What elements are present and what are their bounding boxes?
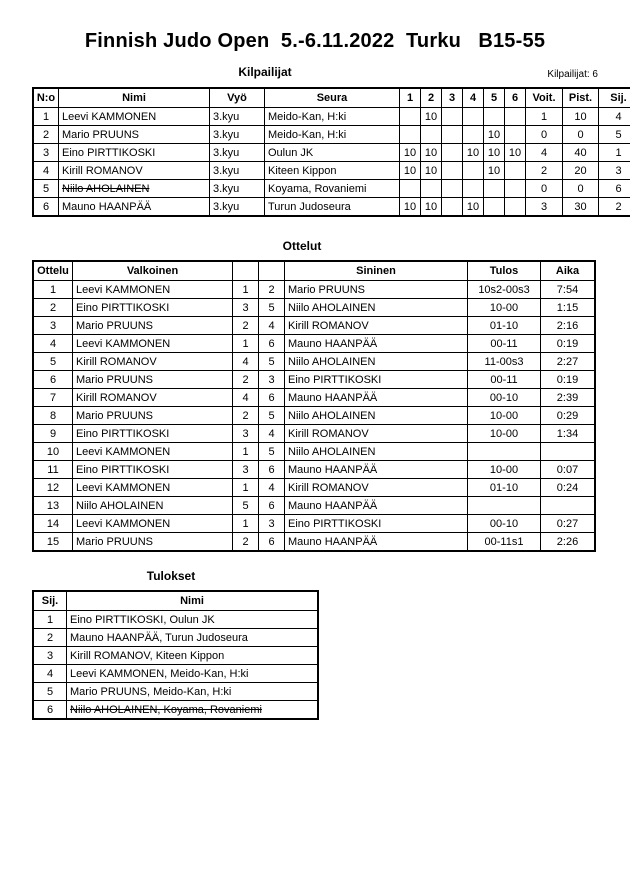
matches-cell-blue-name: Niilo AHOLAINEN [285, 443, 468, 461]
matches-cell-blue-name: Eino PIRTTIKOSKI [285, 371, 468, 389]
matches-table-body [33, 281, 595, 552]
competitors-cell-name: Eino PIRTTIKOSKI [59, 144, 210, 162]
matches-cell-result: 10-00 [468, 407, 541, 425]
competitors-cell-wins: 3 [526, 198, 563, 217]
matches-cell-white-name: Mario PRUUNS [73, 371, 233, 389]
matches-cell-blue-no: 4 [259, 479, 285, 497]
matches-cell-time: 2:16 [541, 317, 596, 335]
results-table-body [33, 611, 318, 720]
competitors-cell-place: 1 [599, 144, 630, 162]
matches-cell-result: 00-10 [468, 389, 541, 407]
competitors-cell-score-1 [400, 108, 421, 126]
competitors-header-wins: Voit. [526, 88, 563, 108]
matches-cell-blue-name: Kirill ROMANOV [285, 425, 468, 443]
matches-cell-result: 10-00 [468, 461, 541, 479]
matches-row [33, 353, 595, 371]
competitors-cell-club: Turun Judoseura [265, 198, 400, 217]
competitors-cell-score-5: 10 [484, 144, 505, 162]
matches-cell-match-no: 15 [33, 533, 73, 552]
matches-cell-time: 2:39 [541, 389, 596, 407]
matches-cell-white-no: 4 [233, 389, 259, 407]
matches-table [32, 260, 596, 552]
competitors-cell-score-2: 10 [421, 198, 442, 217]
competitors-cell-belt: 3.kyu [210, 144, 265, 162]
matches-cell-match-no: 3 [33, 317, 73, 335]
competitors-cell-score-3 [442, 144, 463, 162]
matches-cell-time: 0:19 [541, 335, 596, 353]
competitors-row [33, 198, 630, 217]
competitors-cell-wins: 4 [526, 144, 563, 162]
matches-cell-match-no: 10 [33, 443, 73, 461]
matches-cell-white-no: 2 [233, 533, 259, 552]
matches-cell-blue-no: 5 [259, 407, 285, 425]
matches-row [33, 461, 595, 479]
competitors-cell-score-2 [421, 180, 442, 198]
competitors-cell-name: Mauno HAANPÄÄ [59, 198, 210, 217]
competitors-cell-score-1 [400, 180, 421, 198]
competitors-header-score-5: 5 [484, 88, 505, 108]
matches-cell-match-no: 5 [33, 353, 73, 371]
results-cell-name: Niilo AHOLAINEN, Koyama, Rovaniemi [67, 701, 319, 720]
matches-cell-white-name: Leevi KAMMONEN [73, 479, 233, 497]
competitors-cell-score-6: 10 [505, 144, 526, 162]
matches-cell-white-no: 1 [233, 443, 259, 461]
matches-cell-blue-name: Eino PIRTTIKOSKI [285, 515, 468, 533]
competitors-cell-score-5 [484, 108, 505, 126]
matches-cell-blue-name: Mauno HAANPÄÄ [285, 533, 468, 552]
matches-row [33, 533, 595, 552]
matches-cell-time: 0:29 [541, 407, 596, 425]
competitors-cell-wins: 2 [526, 162, 563, 180]
competitors-cell-score-6 [505, 126, 526, 144]
competitors-cell-no: 5 [33, 180, 59, 198]
matches-table-head [33, 261, 595, 281]
competitors-cell-no: 1 [33, 108, 59, 126]
page-title: Finnish Judo Open 5.-6.11.2022 Turku B15-55 [84, 30, 546, 52]
competitors-cell-name: Kirill ROMANOV [59, 162, 210, 180]
matches-cell-result: 00-11 [468, 335, 541, 353]
matches-cell-result: 10-00 [468, 299, 541, 317]
competitors-cell-score-6 [505, 162, 526, 180]
matches-cell-blue-name: Niilo AHOLAINEN [285, 353, 468, 371]
matches-cell-match-no: 13 [33, 497, 73, 515]
results-header-name: Nimi [67, 591, 319, 611]
matches-header-match-no: Ottelu [33, 261, 73, 281]
matches-cell-white-name: Mario PRUUNS [73, 533, 233, 552]
matches-cell-time: 2:27 [541, 353, 596, 371]
competitors-cell-belt: 3.kyu [210, 198, 265, 217]
competitors-heading: Kilpailijat [238, 65, 292, 79]
competitors-cell-score-1: 10 [400, 162, 421, 180]
competitors-cell-score-3 [442, 108, 463, 126]
competitors-cell-place: 6 [599, 180, 630, 198]
competitors-cell-points: 0 [563, 180, 599, 198]
matches-cell-blue-no: 2 [259, 281, 285, 299]
matches-row [33, 443, 595, 461]
matches-cell-blue-name: Kirill ROMANOV [285, 317, 468, 335]
matches-row [33, 425, 595, 443]
competitors-cell-place: 5 [599, 126, 630, 144]
matches-cell-blue-no: 4 [259, 317, 285, 335]
competitors-cell-score-3 [442, 198, 463, 217]
matches-cell-blue-no: 3 [259, 515, 285, 533]
competitors-cell-belt: 3.kyu [210, 162, 265, 180]
competitors-cell-points: 10 [563, 108, 599, 126]
matches-cell-white-name: Niilo AHOLAINEN [73, 497, 233, 515]
competitors-cell-place: 4 [599, 108, 630, 126]
competitors-cell-name: Niilo AHOLAINEN [59, 180, 210, 198]
competitors-table-head [33, 88, 630, 108]
competitors-cell-score-5: 10 [484, 162, 505, 180]
matches-row [33, 317, 595, 335]
competitors-header-score-4: 4 [463, 88, 484, 108]
matches-cell-white-no: 2 [233, 371, 259, 389]
matches-cell-white-name: Leevi KAMMONEN [73, 281, 233, 299]
competitors-row [33, 180, 630, 198]
matches-header-time: Aika [541, 261, 596, 281]
competitors-cell-score-1: 10 [400, 144, 421, 162]
competitors-cell-score-4 [463, 126, 484, 144]
competitors-cell-score-5 [484, 198, 505, 217]
matches-cell-time: 0:24 [541, 479, 596, 497]
results-cell-place: 3 [33, 647, 67, 665]
competitors-header-belt: Vyö [210, 88, 265, 108]
competitors-cell-club: Oulun JK [265, 144, 400, 162]
matches-cell-white-name: Leevi KAMMONEN [73, 443, 233, 461]
competitors-cell-score-4 [463, 108, 484, 126]
matches-cell-result: 00-11s1 [468, 533, 541, 552]
competitors-header-club: Seura [265, 88, 400, 108]
competitors-row [33, 162, 630, 180]
matches-row [33, 335, 595, 353]
competitors-cell-no: 2 [33, 126, 59, 144]
competitors-header-score-2: 2 [421, 88, 442, 108]
competitors-cell-score-6 [505, 180, 526, 198]
results-row [33, 683, 318, 701]
competitors-cell-score-4 [463, 162, 484, 180]
matches-cell-blue-no: 6 [259, 389, 285, 407]
competitors-cell-score-2: 10 [421, 162, 442, 180]
matches-cell-white-no: 3 [233, 299, 259, 317]
results-header-place: Sij. [33, 591, 67, 611]
matches-cell-blue-name: Mauno HAANPÄÄ [285, 389, 468, 407]
matches-cell-result: 10s2-00s3 [468, 281, 541, 299]
competitors-count-label: Kilpailijat: 6 [547, 69, 598, 80]
competitors-cell-club: Koyama, Rovaniemi [265, 180, 400, 198]
competitors-cell-score-2: 10 [421, 108, 442, 126]
matches-cell-blue-no: 5 [259, 299, 285, 317]
results-cell-name: Leevi KAMMONEN, Meido-Kan, H:ki [67, 665, 319, 683]
matches-cell-time [541, 497, 596, 515]
competitors-cell-score-2: 10 [421, 144, 442, 162]
competitors-cell-points: 30 [563, 198, 599, 217]
results-cell-name: Eino PIRTTIKOSKI, Oulun JK [67, 611, 319, 629]
matches-cell-match-no: 11 [33, 461, 73, 479]
matches-cell-time: 1:34 [541, 425, 596, 443]
matches-cell-blue-name: Mauno HAANPÄÄ [285, 461, 468, 479]
competitors-cell-score-1: 10 [400, 198, 421, 217]
competitors-cell-score-4: 10 [463, 198, 484, 217]
competitors-cell-no: 3 [33, 144, 59, 162]
matches-row [33, 299, 595, 317]
results-table-head [33, 591, 318, 611]
competitors-cell-club: Meido-Kan, H:ki [265, 126, 400, 144]
competitors-header-no: N:o [33, 88, 59, 108]
matches-cell-match-no: 14 [33, 515, 73, 533]
matches-cell-white-no: 2 [233, 407, 259, 425]
competitors-header-score-1: 1 [400, 88, 421, 108]
matches-cell-result: 00-11 [468, 371, 541, 389]
matches-cell-blue-name: Niilo AHOLAINEN [285, 299, 468, 317]
matches-cell-time: 0:27 [541, 515, 596, 533]
competitors-cell-score-4: 10 [463, 144, 484, 162]
results-heading: Tulokset [146, 569, 196, 583]
matches-cell-white-name: Leevi KAMMONEN [73, 335, 233, 353]
matches-cell-match-no: 12 [33, 479, 73, 497]
matches-row [33, 407, 595, 425]
matches-cell-match-no: 1 [33, 281, 73, 299]
matches-cell-result [468, 443, 541, 461]
matches-cell-blue-no: 5 [259, 443, 285, 461]
matches-cell-white-name: Eino PIRTTIKOSKI [73, 425, 233, 443]
matches-row [33, 497, 595, 515]
matches-cell-time: 0:19 [541, 371, 596, 389]
competitors-cell-no: 6 [33, 198, 59, 217]
competitors-cell-wins: 1 [526, 108, 563, 126]
matches-row [33, 281, 595, 299]
matches-cell-white-no: 1 [233, 281, 259, 299]
matches-cell-time: 0:07 [541, 461, 596, 479]
competitors-cell-wins: 0 [526, 180, 563, 198]
matches-cell-result: 00-10 [468, 515, 541, 533]
results-cell-place: 5 [33, 683, 67, 701]
matches-row [33, 371, 595, 389]
matches-cell-white-no: 1 [233, 479, 259, 497]
competitors-cell-belt: 3.kyu [210, 108, 265, 126]
competitors-cell-club: Meido-Kan, H:ki [265, 108, 400, 126]
results-cell-name: Mauno HAANPÄÄ, Turun Judoseura [67, 629, 319, 647]
matches-cell-blue-name: Mauno HAANPÄÄ [285, 335, 468, 353]
matches-cell-blue-no: 6 [259, 461, 285, 479]
competitors-row [33, 144, 630, 162]
results-cell-place: 6 [33, 701, 67, 720]
competitors-table-body [33, 108, 630, 217]
results-cell-name: Kirill ROMANOV, Kiteen Kippon [67, 647, 319, 665]
results-cell-name: Mario PRUUNS, Meido-Kan, H:ki [67, 683, 319, 701]
matches-cell-white-name: Kirill ROMANOV [73, 389, 233, 407]
matches-cell-blue-no: 5 [259, 353, 285, 371]
competitors-cell-points: 0 [563, 126, 599, 144]
matches-cell-match-no: 7 [33, 389, 73, 407]
matches-cell-result [468, 497, 541, 515]
competitors-cell-score-5 [484, 180, 505, 198]
competitors-row [33, 126, 630, 144]
matches-cell-white-no: 3 [233, 461, 259, 479]
competitors-header-points: Pist. [563, 88, 599, 108]
matches-cell-blue-name: Mauno HAANPÄÄ [285, 497, 468, 515]
competitors-header-row [33, 88, 630, 108]
matches-cell-white-no: 3 [233, 425, 259, 443]
matches-header-result: Tulos [468, 261, 541, 281]
matches-cell-time: 7:54 [541, 281, 596, 299]
competitors-cell-score-5: 10 [484, 126, 505, 144]
matches-cell-white-name: Eino PIRTTIKOSKI [73, 461, 233, 479]
competitors-header-score-6: 6 [505, 88, 526, 108]
matches-row [33, 515, 595, 533]
results-row [33, 629, 318, 647]
results-cell-place: 1 [33, 611, 67, 629]
competitors-cell-score-4 [463, 180, 484, 198]
results-cell-place: 4 [33, 665, 67, 683]
competitors-cell-points: 20 [563, 162, 599, 180]
matches-header-blue-no [259, 261, 285, 281]
results-row [33, 701, 318, 720]
matches-header-white-name: Valkoinen [73, 261, 233, 281]
competitors-cell-points: 40 [563, 144, 599, 162]
matches-cell-result: 01-10 [468, 317, 541, 335]
results-cell-place: 2 [33, 629, 67, 647]
matches-cell-result: 10-00 [468, 425, 541, 443]
competitors-cell-score-3 [442, 162, 463, 180]
matches-cell-white-no: 1 [233, 335, 259, 353]
matches-cell-blue-name: Mario PRUUNS [285, 281, 468, 299]
matches-heading: Ottelut [282, 239, 322, 253]
matches-header-row [33, 261, 595, 281]
matches-cell-white-no: 1 [233, 515, 259, 533]
matches-cell-time: 2:26 [541, 533, 596, 552]
matches-cell-blue-no: 6 [259, 335, 285, 353]
matches-cell-white-name: Kirill ROMANOV [73, 353, 233, 371]
matches-cell-blue-no: 3 [259, 371, 285, 389]
competitors-cell-name: Mario PRUUNS [59, 126, 210, 144]
competitors-row [33, 108, 630, 126]
competitors-cell-belt: 3.kyu [210, 126, 265, 144]
competitors-cell-name: Leevi KAMMONEN [59, 108, 210, 126]
competitors-cell-belt: 3.kyu [210, 180, 265, 198]
matches-cell-time [541, 443, 596, 461]
competitors-cell-score-6 [505, 198, 526, 217]
results-row [33, 611, 318, 629]
competitors-cell-place: 2 [599, 198, 630, 217]
matches-cell-match-no: 9 [33, 425, 73, 443]
matches-cell-blue-no: 4 [259, 425, 285, 443]
matches-row [33, 389, 595, 407]
matches-cell-white-no: 2 [233, 317, 259, 335]
matches-cell-match-no: 6 [33, 371, 73, 389]
matches-cell-match-no: 2 [33, 299, 73, 317]
competitors-table [32, 87, 630, 217]
competitors-header-score-3: 3 [442, 88, 463, 108]
matches-cell-time: 1:15 [541, 299, 596, 317]
matches-header-blue-name: Sininen [285, 261, 468, 281]
matches-cell-match-no: 8 [33, 407, 73, 425]
competitors-cell-no: 4 [33, 162, 59, 180]
competitors-cell-score-3 [442, 126, 463, 144]
matches-cell-white-name: Mario PRUUNS [73, 407, 233, 425]
competitors-cell-score-6 [505, 108, 526, 126]
matches-cell-blue-no: 6 [259, 497, 285, 515]
results-row [33, 647, 318, 665]
matches-cell-blue-no: 6 [259, 533, 285, 552]
matches-row [33, 479, 595, 497]
results-table [32, 590, 319, 720]
competitors-header-place: Sij. [599, 88, 630, 108]
competitors-cell-club: Kiteen Kippon [265, 162, 400, 180]
competitors-header-name: Nimi [59, 88, 210, 108]
competitors-cell-score-2 [421, 126, 442, 144]
matches-header-white-no [233, 261, 259, 281]
competitors-cell-place: 3 [599, 162, 630, 180]
results-header-row [33, 591, 318, 611]
matches-cell-white-name: Mario PRUUNS [73, 317, 233, 335]
matches-cell-white-name: Eino PIRTTIKOSKI [73, 299, 233, 317]
matches-cell-result: 11-00s3 [468, 353, 541, 371]
competitors-cell-score-3 [442, 180, 463, 198]
matches-cell-white-no: 4 [233, 353, 259, 371]
competitors-heading-row [32, 65, 598, 80]
results-row [33, 665, 318, 683]
competitors-cell-score-1 [400, 126, 421, 144]
matches-cell-white-no: 5 [233, 497, 259, 515]
matches-cell-blue-name: Kirill ROMANOV [285, 479, 468, 497]
matches-cell-result: 01-10 [468, 479, 541, 497]
matches-cell-blue-name: Niilo AHOLAINEN [285, 407, 468, 425]
competitors-cell-wins: 0 [526, 126, 563, 144]
matches-cell-match-no: 4 [33, 335, 73, 353]
matches-cell-white-name: Leevi KAMMONEN [73, 515, 233, 533]
